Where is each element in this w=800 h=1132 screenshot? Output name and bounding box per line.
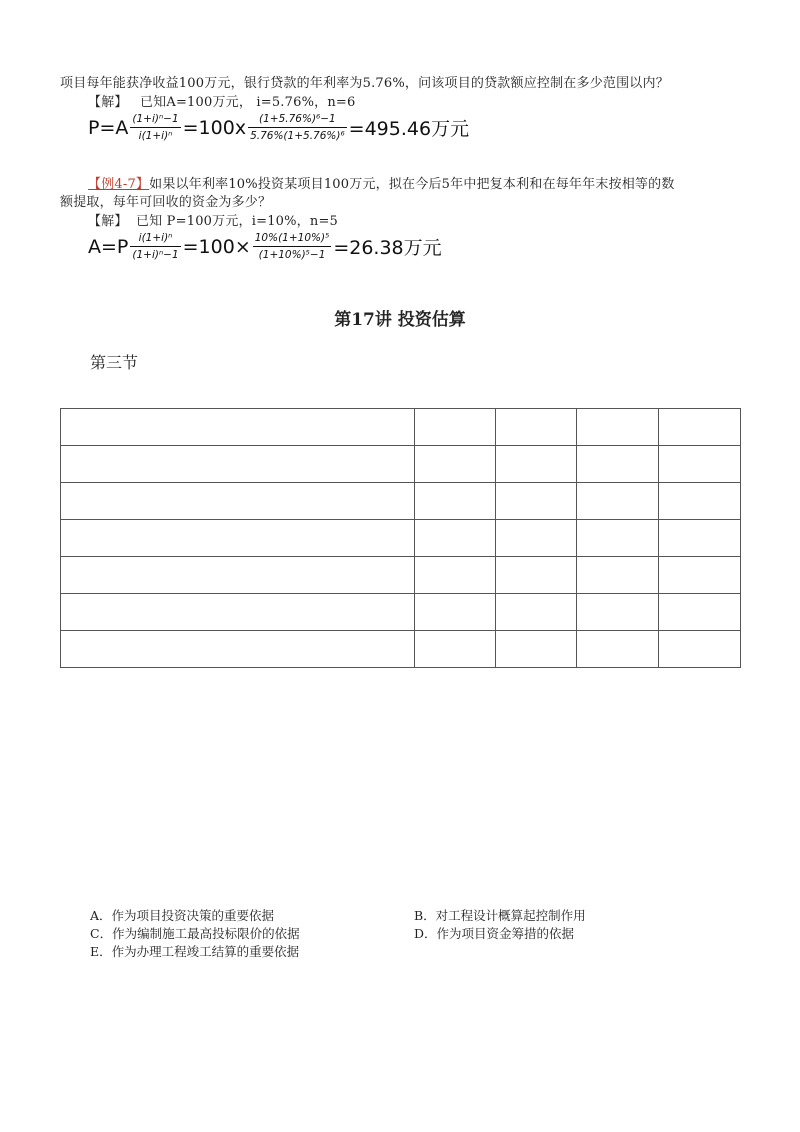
table-cell: [61, 557, 415, 594]
intro-text: 项目每年能获净收益100万元，银行贷款的年利率为5.76%，问该项目的贷款额应控制在多少范围以内？: [60, 76, 669, 91]
option-b: B．对工程设计概算起控制作用: [414, 908, 586, 923]
table-cell: [577, 483, 659, 520]
table-cell: [415, 520, 496, 557]
formula1-frac2-num: (1+5.76%)⁶−1: [259, 113, 336, 125]
table-cell: [415, 594, 496, 631]
table-cell: [659, 520, 741, 557]
formula1-frac2: [248, 113, 347, 142]
formula1-lhs: P=A: [88, 116, 129, 139]
table-cell: [659, 446, 741, 483]
solution2-line: [88, 213, 338, 231]
formula1-frac1-den: i(1+i)ⁿ: [138, 130, 173, 142]
table-cell: [496, 631, 577, 668]
table-cell: [496, 409, 577, 446]
formula2-frac2-num: 10%(1+10%)⁵: [254, 232, 330, 244]
table-cell: [577, 631, 659, 668]
table-cell: [61, 446, 415, 483]
solution2-given: 已知 P=100万元，i=10%，n=5: [135, 214, 339, 229]
table-row: [61, 409, 741, 446]
formula2-lhs: A=P: [88, 235, 129, 258]
table-cell: [61, 631, 415, 668]
formula2-frac2-den: (1+10%)⁵−1: [258, 249, 326, 261]
table-cell: [496, 483, 577, 520]
table-cell: [659, 594, 741, 631]
formula2-frac1-den: (1+i)ⁿ−1: [132, 249, 179, 261]
table-cell: [415, 631, 496, 668]
table-cell: [61, 409, 415, 446]
lecture-title: 第17讲 投资估算: [334, 310, 466, 330]
table-cell: [577, 409, 659, 446]
option-e: E．作为办理工程竣工结算的重要依据: [90, 944, 300, 959]
solution2-label: 【解】: [88, 214, 128, 229]
example2-question-1: 如果以年利率10%投资某项目100万元，拟在今后5年中把复本利和在每年年末按相等的数: [149, 177, 675, 192]
table-cell: [415, 557, 496, 594]
table-row: [61, 446, 741, 483]
table-cell: [659, 483, 741, 520]
table-cell: [415, 483, 496, 520]
formula1-result: =495.46万元: [348, 118, 470, 140]
table-cell: [577, 520, 659, 557]
formula2-frac2: [253, 232, 332, 261]
table-cell: [496, 594, 577, 631]
table-cell: [61, 483, 415, 520]
formula2-mid: =100×: [182, 235, 251, 258]
formula-1: [88, 113, 469, 142]
formula1-frac1: [130, 113, 180, 142]
table-cell: [659, 557, 741, 594]
option-d: D．作为项目资金筹措的依据: [414, 926, 575, 941]
blank-table: [60, 408, 741, 668]
formula1-mid: =100x: [182, 116, 247, 139]
formula1-frac2-den: 5.76%(1+5.76%)⁶: [250, 130, 345, 142]
formula-2: [88, 232, 442, 261]
formula2-result: =26.38万元: [333, 237, 442, 259]
table-cell: [577, 557, 659, 594]
table-cell: [659, 631, 741, 668]
formula1-frac1-num: (1+i)ⁿ−1: [132, 113, 179, 125]
table-cell: [415, 409, 496, 446]
table-row: [61, 557, 741, 594]
formula2-frac1: [130, 232, 180, 261]
table-cell: [496, 446, 577, 483]
table-cell: [61, 594, 415, 631]
solution1-given: 已知A=100万元， i=5.76%，n=6: [139, 95, 356, 110]
table-row: [61, 594, 741, 631]
table-cell: [659, 409, 741, 446]
example2-line1: [88, 176, 675, 194]
table-row: [61, 520, 741, 557]
section-title: 第三节: [90, 353, 139, 372]
example2-tag: 【例4-7】: [88, 177, 150, 192]
table-cell: [415, 446, 496, 483]
table-cell: [577, 446, 659, 483]
table-cell: [496, 557, 577, 594]
solution1-label: 【解】: [88, 95, 128, 110]
solution1-line: [88, 94, 355, 112]
option-a: A．作为项目投资决策的重要依据: [90, 908, 275, 923]
table-cell: [577, 594, 659, 631]
table-row: [61, 631, 741, 668]
example2-question-2: 额提取，每年可回收的资金为多少？: [60, 195, 272, 210]
table-cell: [496, 520, 577, 557]
formula2-frac1-num: i(1+i)ⁿ: [138, 232, 173, 244]
table-row: [61, 483, 741, 520]
option-c: C．作为编制施工最高投标限价的依据: [90, 926, 300, 941]
table-cell: [61, 520, 415, 557]
